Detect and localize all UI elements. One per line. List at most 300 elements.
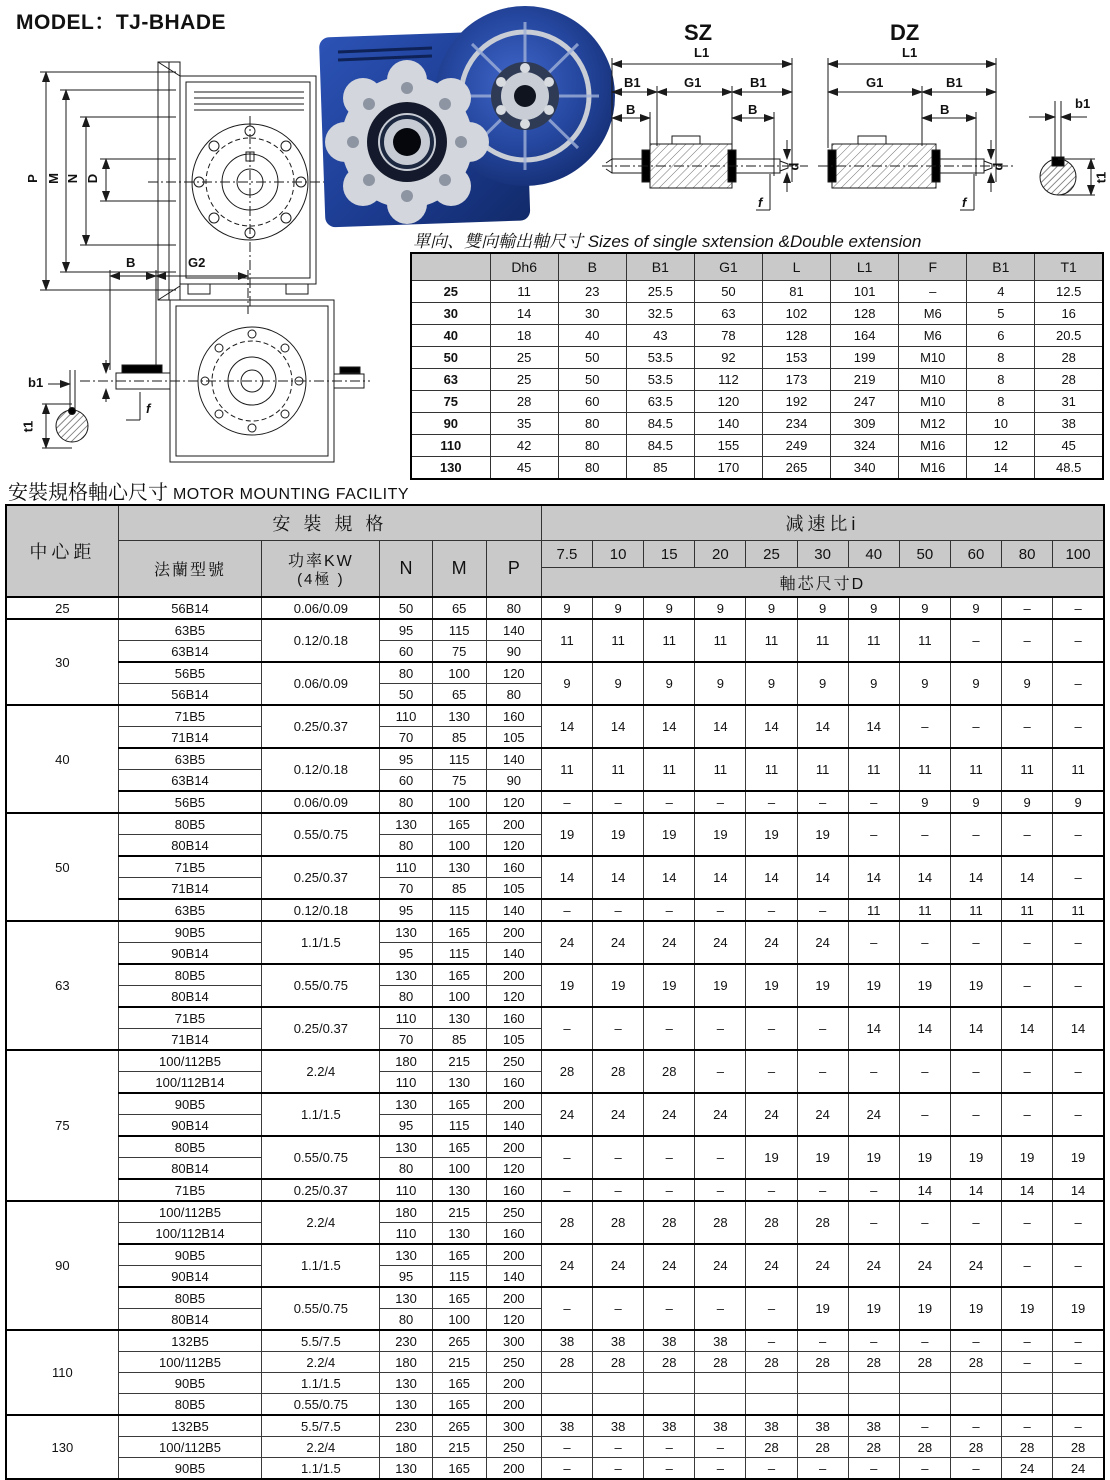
mount-shaft-d-cell: 14 bbox=[746, 705, 797, 748]
mount-nmp-cell: 180 bbox=[380, 1050, 432, 1072]
mount-shaft-d-cell: – bbox=[746, 1287, 797, 1330]
mount-nmp-cell: 130 bbox=[432, 1007, 486, 1029]
mount-shaft-d-cell: – bbox=[1002, 597, 1053, 619]
mount-shaft-d-cell: – bbox=[1002, 1201, 1053, 1244]
shaft-size-label: 110 bbox=[411, 435, 490, 457]
shaft-size-label: 90 bbox=[411, 413, 490, 435]
mount-nmp-cell: 140 bbox=[486, 943, 541, 965]
shaft-dim-cell: 63 bbox=[694, 303, 762, 325]
mount-shaft-d-cell: 28 bbox=[541, 1201, 592, 1244]
mount-nmp-cell: 100 bbox=[432, 662, 486, 684]
mount-nmp-cell: 130 bbox=[380, 1093, 432, 1115]
mount-shaft-d-cell: 9 bbox=[644, 597, 695, 619]
mount-shaft-d-cell bbox=[644, 1394, 695, 1416]
mount-shaft-d-cell bbox=[541, 1373, 592, 1394]
shaft-dim-cell: 50 bbox=[558, 347, 626, 369]
mount-shaft-d-cell: – bbox=[541, 1136, 592, 1179]
mount-shaft-d-cell: – bbox=[797, 1007, 848, 1050]
dz-dim-G1: G1 bbox=[866, 75, 884, 90]
mount-power-cell: 0.06/0.09 bbox=[262, 791, 380, 813]
mount-shaft-d-cell: 9 bbox=[1002, 791, 1053, 813]
mount-shaft-d-cell: – bbox=[746, 791, 797, 813]
shaft-dim-cell: 18 bbox=[490, 325, 558, 347]
mount-shaft-d-cell: 11 bbox=[950, 748, 1001, 791]
mount-shaft-d-cell: – bbox=[541, 1437, 592, 1458]
mount-shaft-d-cell: 28 bbox=[797, 1352, 848, 1373]
mount-power-cell: 0.55/0.75 bbox=[262, 813, 380, 856]
mount-power-cell: 1.1/1.5 bbox=[262, 1458, 380, 1480]
shaft-dim-cell: 43 bbox=[626, 325, 694, 347]
mount-shaft-d-cell: – bbox=[541, 1007, 592, 1050]
mount-nmp-cell: 230 bbox=[380, 1330, 432, 1352]
mount-flange-header: 法蘭型號 bbox=[118, 541, 261, 598]
mount-nmp-cell: 215 bbox=[432, 1201, 486, 1223]
mount-shaft-d-cell: 14 bbox=[899, 856, 950, 899]
shaft-caption-zh: 單向、雙向輸出軸尺寸 bbox=[413, 232, 583, 251]
mount-table-row bbox=[6, 1352, 1104, 1373]
mount-nmp-cell: 80 bbox=[380, 662, 432, 684]
mount-shaft-d-cell: 38 bbox=[848, 1415, 899, 1437]
mount-shaft-d-cell: – bbox=[695, 899, 746, 921]
mount-shaft-d-cell: 14 bbox=[1053, 1007, 1104, 1050]
mount-shaft-d-cell: 11 bbox=[695, 748, 746, 791]
mount-flange-cell: 71B14 bbox=[118, 1029, 261, 1051]
mount-shaft-d-cell: – bbox=[1002, 921, 1053, 964]
mount-shaft-d-cell: – bbox=[1053, 597, 1104, 619]
side-dim-G2: G2 bbox=[188, 255, 206, 270]
mount-shaft-d-cell: 9 bbox=[593, 597, 644, 619]
mount-shaft-d-cell: 9 bbox=[797, 662, 848, 705]
mount-power-cell: 0.12/0.18 bbox=[262, 619, 380, 662]
mount-power-cell: 0.12/0.18 bbox=[262, 748, 380, 791]
shaft-dim-cell: 128 bbox=[831, 303, 899, 325]
mount-nmp-cell: 265 bbox=[432, 1330, 486, 1352]
mount-shaft-d-cell: – bbox=[899, 1415, 950, 1437]
mount-power-cell: 0.25/0.37 bbox=[262, 1179, 380, 1201]
mount-shaft-d-cell: 9 bbox=[950, 662, 1001, 705]
mount-nmp-cell: 160 bbox=[486, 1179, 541, 1201]
mount-table-row bbox=[6, 791, 1104, 813]
mount-nmp-cell: 115 bbox=[432, 943, 486, 965]
mount-shaft-d-cell bbox=[1053, 1394, 1104, 1416]
mount-shaft-d-cell: – bbox=[1002, 1244, 1053, 1287]
mount-nmp-cell: 200 bbox=[486, 1136, 541, 1158]
mount-power-cell: 1.1/1.5 bbox=[262, 1244, 380, 1287]
mount-flange-cell: 90B5 bbox=[118, 1093, 261, 1115]
mount-shaft-d-cell: 19 bbox=[797, 964, 848, 1007]
mount-nmp-cell: 100 bbox=[432, 791, 486, 813]
mount-shaft-d-cell: 24 bbox=[593, 1244, 644, 1287]
shaft-dim-cell: 92 bbox=[694, 347, 762, 369]
mount-shaft-d-cell: – bbox=[1053, 813, 1104, 856]
mount-shaft-d-cell: 28 bbox=[950, 1352, 1001, 1373]
mount-nmp-cell: 50 bbox=[380, 597, 432, 619]
mount-nmp-cell: 80 bbox=[380, 1158, 432, 1180]
mount-nmp-cell: 75 bbox=[432, 770, 486, 792]
mount-ratio-header: 60 bbox=[950, 541, 1001, 568]
mount-ratio-header: 10 bbox=[593, 541, 644, 568]
mount-nmp-cell: 95 bbox=[380, 619, 432, 641]
mount-nmp-cell: 180 bbox=[380, 1201, 432, 1223]
mount-power-cell: 0.06/0.09 bbox=[262, 662, 380, 705]
mount-shaft-d-cell: – bbox=[899, 705, 950, 748]
mount-shaft-d-cell: 11 bbox=[1002, 748, 1053, 791]
mount-shaft-d-cell: 28 bbox=[695, 1201, 746, 1244]
mount-nmp-cell: 250 bbox=[486, 1437, 541, 1458]
mount-shaft-d-cell: 24 bbox=[593, 921, 644, 964]
mount-shaft-d-cell: 19 bbox=[797, 1136, 848, 1179]
mount-shaft-d-cell: – bbox=[950, 1330, 1001, 1352]
mount-shaft-d-cell: – bbox=[593, 1458, 644, 1480]
mount-shaft-d-cell: – bbox=[848, 1050, 899, 1093]
mount-nmp-cell: 130 bbox=[380, 964, 432, 986]
shaft-col-header: B1 bbox=[626, 253, 694, 281]
mount-shaft-d-cell: – bbox=[797, 899, 848, 921]
mount-shaft-d-cell: 24 bbox=[644, 921, 695, 964]
mount-shaft-d-cell bbox=[848, 1394, 899, 1416]
mount-shaft-d-cell: – bbox=[899, 1201, 950, 1244]
mount-shaft-d-cell: – bbox=[899, 921, 950, 964]
mount-nmp-cell: 110 bbox=[380, 1179, 432, 1201]
mount-shaft-d-cell: 24 bbox=[541, 1244, 592, 1287]
mount-shaft-d-cell: 14 bbox=[746, 856, 797, 899]
mount-shaft-d-cell: 14 bbox=[950, 1007, 1001, 1050]
mount-shaft-d-cell: – bbox=[746, 1179, 797, 1201]
mount-table-row bbox=[6, 1373, 1104, 1394]
shaft-dim-cell: 50 bbox=[694, 281, 762, 303]
mount-flange-cell: 90B14 bbox=[118, 943, 261, 965]
mount-shaft-d-cell: – bbox=[950, 1458, 1001, 1480]
mount-power-cell: 5.5/7.5 bbox=[262, 1330, 380, 1352]
mount-flange-cell: 100/112B5 bbox=[118, 1050, 261, 1072]
mount-nmp-cell: 165 bbox=[432, 1458, 486, 1480]
mounting-heading-zh: 安裝規格軸心尺寸 bbox=[8, 482, 168, 504]
mount-flange-cell: 100/112B5 bbox=[118, 1201, 261, 1223]
shaft-dim-cell: 32.5 bbox=[626, 303, 694, 325]
mount-shaft-d-cell: 19 bbox=[848, 1136, 899, 1179]
mount-shaft-d-cell: – bbox=[644, 1287, 695, 1330]
shaft-dim-cell: 164 bbox=[831, 325, 899, 347]
mount-shaft-d-cell: 19 bbox=[899, 1136, 950, 1179]
mounting-heading-en: MOTOR MOUNTING FACILITY bbox=[168, 486, 410, 503]
shaft-dim-cell: 50 bbox=[558, 369, 626, 391]
sz-dim-d: d bbox=[786, 162, 802, 171]
shaft-table-row bbox=[411, 281, 1103, 303]
mount-flange-cell: 71B5 bbox=[118, 1179, 261, 1201]
shaft-dim-cell: 80 bbox=[558, 413, 626, 435]
mount-shaft-d-cell: – bbox=[797, 1179, 848, 1201]
shaft-table-row bbox=[411, 457, 1103, 480]
mount-center-distance-cell: 130 bbox=[6, 1415, 118, 1479]
mount-table-row bbox=[6, 619, 1104, 641]
mount-flange-cell: 90B14 bbox=[118, 1115, 261, 1137]
mount-nmp-cell: 80 bbox=[380, 791, 432, 813]
mount-shaft-d-cell: 9 bbox=[746, 597, 797, 619]
mount-table-row bbox=[6, 964, 1104, 986]
shaft-dim-cell: M6 bbox=[899, 325, 967, 347]
mount-shaft-d-cell: – bbox=[899, 1093, 950, 1136]
mount-shaft-d-cell: – bbox=[1053, 856, 1104, 899]
mount-nmp-cell: 160 bbox=[486, 856, 541, 878]
mount-shaft-d-cell: 9 bbox=[899, 791, 950, 813]
mount-nmp-cell: 300 bbox=[486, 1330, 541, 1352]
mount-ratio-header: 7.5 bbox=[541, 541, 592, 568]
mount-table-row bbox=[6, 662, 1104, 684]
mount-shaft-d-cell: 11 bbox=[899, 899, 950, 921]
shaft-dim-cell: 219 bbox=[831, 369, 899, 391]
mount-center-distance-cell: 90 bbox=[6, 1201, 118, 1330]
dz-lineart bbox=[818, 20, 1018, 236]
mount-shaft-d-cell: 14 bbox=[1002, 1179, 1053, 1201]
mount-shaft-d-cell: 28 bbox=[695, 1352, 746, 1373]
mount-flange-cell: 80B5 bbox=[118, 1287, 261, 1309]
mount-power-cell: 0.55/0.75 bbox=[262, 1287, 380, 1330]
shaft-dim-cell: 28 bbox=[490, 391, 558, 413]
shaft-dim-cell: 155 bbox=[694, 435, 762, 457]
mount-shaft-d-cell: 19 bbox=[541, 813, 592, 856]
mount-nmp-cell: 200 bbox=[486, 1093, 541, 1115]
mount-nmp-cell: 160 bbox=[486, 1007, 541, 1029]
mount-shaft-d-cell: – bbox=[797, 1458, 848, 1480]
mount-flange-cell: 100/112B5 bbox=[118, 1352, 261, 1373]
shaft-dim-cell: 30 bbox=[558, 303, 626, 325]
shaft-dim-cell: 85 bbox=[626, 457, 694, 480]
shaft-dim-cell: 84.5 bbox=[626, 435, 694, 457]
mount-shaft-d-cell: 14 bbox=[541, 856, 592, 899]
mount-power-cell: 0.25/0.37 bbox=[262, 856, 380, 899]
shaft-dim-cell: 12 bbox=[967, 435, 1035, 457]
mount-shaft-d-cell: 14 bbox=[644, 705, 695, 748]
shaft-col-header: B bbox=[558, 253, 626, 281]
mount-ratio-header: 30 bbox=[797, 541, 848, 568]
mount-shaft-d-cell: – bbox=[848, 1201, 899, 1244]
mount-nmp-cell: 250 bbox=[486, 1050, 541, 1072]
mount-shaft-d-cell bbox=[1002, 1394, 1053, 1416]
mount-shaft-d-cell: 11 bbox=[1053, 748, 1104, 791]
mount-shaft-d-cell: 19 bbox=[695, 813, 746, 856]
mount-center-header: 中心距 bbox=[6, 505, 118, 597]
mount-shaft-d-cell: 28 bbox=[593, 1201, 644, 1244]
mount-nmp-cell: 105 bbox=[486, 727, 541, 749]
mount-shaft-d-cell: – bbox=[695, 791, 746, 813]
mount-shaft-d-cell: – bbox=[1053, 1352, 1104, 1373]
mount-shaft-d-cell: 14 bbox=[797, 705, 848, 748]
shaft-size-label: 63 bbox=[411, 369, 490, 391]
mount-nmp-cell: 200 bbox=[486, 813, 541, 835]
mount-shaft-d-cell: 11 bbox=[848, 899, 899, 921]
mount-nmp-cell: 130 bbox=[432, 1223, 486, 1245]
gearbox-photo bbox=[312, 4, 618, 234]
mount-shaft-d-cell: 14 bbox=[1002, 1007, 1053, 1050]
mount-nmp-cell: 165 bbox=[432, 1093, 486, 1115]
mount-power-header bbox=[262, 541, 380, 598]
mount-nmp-cell: 115 bbox=[432, 1115, 486, 1137]
mount-shaft-d-cell: 28 bbox=[797, 1437, 848, 1458]
mount-nmp-header: N bbox=[380, 541, 432, 598]
shaft-dim-cell: 14 bbox=[967, 457, 1035, 480]
mount-shaft-d-cell: 14 bbox=[797, 856, 848, 899]
mount-shaft-d-cell: 19 bbox=[848, 964, 899, 1007]
mount-header-row-2 bbox=[6, 541, 1104, 568]
shaft-col-header: T1 bbox=[1035, 253, 1103, 281]
shaft-dim-cell: 309 bbox=[831, 413, 899, 435]
mount-shaft-d-cell: – bbox=[1002, 1415, 1053, 1437]
mount-nmp-cell: 165 bbox=[432, 1244, 486, 1266]
mount-shaft-d-cell: 19 bbox=[644, 813, 695, 856]
mount-flange-cell: 80B14 bbox=[118, 835, 261, 857]
shaft-dim-cell: 140 bbox=[694, 413, 762, 435]
mount-nmp-cell: 200 bbox=[486, 921, 541, 943]
mount-shaft-d-cell: – bbox=[797, 791, 848, 813]
mount-shaft-d-cell: 9 bbox=[695, 597, 746, 619]
shaft-dim-cell: 128 bbox=[762, 325, 830, 347]
shaft-dim-cell: 340 bbox=[831, 457, 899, 480]
mount-shaft-d-cell: – bbox=[1053, 1050, 1104, 1093]
mount-shaft-d-cell: 14 bbox=[1053, 1179, 1104, 1201]
mount-nmp-cell: 120 bbox=[486, 1158, 541, 1180]
mount-flange-cell: 90B5 bbox=[118, 1244, 261, 1266]
mount-shaft-d-cell: 28 bbox=[644, 1352, 695, 1373]
mount-nmp-cell: 110 bbox=[380, 856, 432, 878]
mount-shaft-d-cell: 9 bbox=[950, 597, 1001, 619]
mount-shaft-d-cell: 14 bbox=[848, 856, 899, 899]
mount-shaft-d-cell: 28 bbox=[644, 1201, 695, 1244]
sz-dim-B1-left: B1 bbox=[624, 75, 641, 90]
mount-shaft-d-cell: – bbox=[746, 1458, 797, 1480]
mount-nmp-cell: 200 bbox=[486, 1287, 541, 1309]
shaft-dim-cell: 8 bbox=[967, 391, 1035, 413]
mount-shaft-d-cell: 19 bbox=[695, 964, 746, 1007]
shaft-dim-cell: M16 bbox=[899, 457, 967, 480]
mount-shaft-d-cell: 19 bbox=[593, 964, 644, 1007]
shaft-dim-cell: 20.5 bbox=[1035, 325, 1103, 347]
mount-shaft-d-cell: – bbox=[1053, 1415, 1104, 1437]
shaft-table-row bbox=[411, 413, 1103, 435]
mount-shaft-d-cell: 19 bbox=[746, 813, 797, 856]
mount-nmp-cell: 130 bbox=[432, 1072, 486, 1094]
mount-shaft-d-cell: – bbox=[1053, 1201, 1104, 1244]
shaft-dim-cell: 120 bbox=[694, 391, 762, 413]
mount-shaft-d-cell: 38 bbox=[593, 1330, 644, 1352]
shaft-dim-cell: 12.5 bbox=[1035, 281, 1103, 303]
mount-shaft-d-cell: 14 bbox=[541, 705, 592, 748]
mount-nmp-cell: 110 bbox=[380, 1072, 432, 1094]
mount-shaft-d-cell: 28 bbox=[1053, 1437, 1104, 1458]
mount-shaft-d-cell: – bbox=[593, 1437, 644, 1458]
mount-shaft-d-cell: 9 bbox=[593, 662, 644, 705]
mount-shaft-d-cell: 28 bbox=[797, 1201, 848, 1244]
shaft-dim-cell: M12 bbox=[899, 413, 967, 435]
mount-shaft-d-cell: 11 bbox=[899, 619, 950, 662]
shaft-dim-cell: 53.5 bbox=[626, 369, 694, 391]
mount-nmp-cell: 95 bbox=[380, 899, 432, 921]
mount-shaft-d-cell bbox=[746, 1373, 797, 1394]
shaft-dim-cell: 23 bbox=[558, 281, 626, 303]
mount-shaft-d-cell: – bbox=[1002, 1330, 1053, 1352]
shaft-dim-cell: 265 bbox=[762, 457, 830, 480]
mount-flange-cell: 90B5 bbox=[118, 1458, 261, 1480]
mount-nmp-cell: 215 bbox=[432, 1050, 486, 1072]
mount-power-cell: 1.1/1.5 bbox=[262, 1093, 380, 1136]
mount-nmp-cell: 80 bbox=[380, 1309, 432, 1331]
mount-shaft-d-cell: – bbox=[695, 1050, 746, 1093]
mount-shaft-d-cell: 11 bbox=[746, 619, 797, 662]
side-dim-B: B bbox=[126, 255, 136, 270]
mount-shaft-d-cell: – bbox=[593, 1136, 644, 1179]
mount-center-distance-cell: 75 bbox=[6, 1050, 118, 1201]
mount-shaft-d-cell: – bbox=[695, 1287, 746, 1330]
shaft-col-header: L1 bbox=[831, 253, 899, 281]
mount-table-row bbox=[6, 1330, 1104, 1352]
mount-table-row bbox=[6, 597, 1104, 619]
shaft-dim-cell: 81 bbox=[762, 281, 830, 303]
mount-shaft-d-cell: – bbox=[746, 899, 797, 921]
shaft-dim-cell: M10 bbox=[899, 391, 967, 413]
shaft-col-header: Dh6 bbox=[490, 253, 558, 281]
mount-nmp-cell: 85 bbox=[432, 727, 486, 749]
side-dim-b1: b1 bbox=[28, 375, 44, 390]
mount-shaft-d-cell: 38 bbox=[644, 1330, 695, 1352]
mount-shaft-d-cell: 19 bbox=[950, 1287, 1001, 1330]
mount-shaft-d-cell: – bbox=[593, 1179, 644, 1201]
mount-shaft-d-cell: – bbox=[848, 1179, 899, 1201]
mount-shaft-d-cell: – bbox=[593, 791, 644, 813]
mount-shaft-d-cell: 11 bbox=[899, 748, 950, 791]
shaft-table-row bbox=[411, 369, 1103, 391]
sz-dim-B1-right: B1 bbox=[750, 75, 767, 90]
mount-shaft-d-cell: 24 bbox=[593, 1093, 644, 1136]
shaft-dim-cell: 60 bbox=[558, 391, 626, 413]
mount-flange-cell: 56B14 bbox=[118, 597, 261, 619]
shaft-dim-cell: M10 bbox=[899, 347, 967, 369]
mount-shaft-d-cell: – bbox=[950, 921, 1001, 964]
shaft-dim-cell: – bbox=[899, 281, 967, 303]
mount-nmp-cell: 200 bbox=[486, 1373, 541, 1394]
mount-nmp-cell: 165 bbox=[432, 964, 486, 986]
mount-shaft-d-cell: 24 bbox=[541, 921, 592, 964]
mount-nmp-cell: 160 bbox=[486, 1223, 541, 1245]
mount-shaft-d-cell bbox=[950, 1373, 1001, 1394]
mount-shaft-d-cell: 19 bbox=[644, 964, 695, 1007]
mount-nmp-cell: 70 bbox=[380, 727, 432, 749]
shaft-dim-cell: 5 bbox=[967, 303, 1035, 325]
mount-header-row-1 bbox=[6, 505, 1104, 541]
mount-shaft-d-cell: – bbox=[695, 1437, 746, 1458]
page-title: MODEL：TJ-BHADE bbox=[16, 11, 226, 34]
mount-nmp-cell: 120 bbox=[486, 835, 541, 857]
mount-nmp-cell: 65 bbox=[432, 597, 486, 619]
mount-nmp-cell: 85 bbox=[432, 878, 486, 900]
mount-flange-cell: 80B5 bbox=[118, 1136, 261, 1158]
mount-shaft-d-cell: – bbox=[848, 1458, 899, 1480]
mount-nmp-cell: 165 bbox=[432, 1394, 486, 1416]
mount-shaft-d-cell: 9 bbox=[695, 662, 746, 705]
shaft-dim-cell: M10 bbox=[899, 369, 967, 391]
mount-center-distance-cell: 25 bbox=[6, 597, 118, 619]
shaft-dim-cell: 25 bbox=[490, 369, 558, 391]
shaft-dim-cell: 80 bbox=[558, 457, 626, 480]
shaft-dim-cell: 11 bbox=[490, 281, 558, 303]
mount-shaft-d-cell: 28 bbox=[541, 1050, 592, 1093]
shaft-dim-cell: 48.5 bbox=[1035, 457, 1103, 480]
mount-shaft-d-cell: – bbox=[644, 1437, 695, 1458]
key-dim-t1: t1 bbox=[1093, 171, 1109, 184]
mount-nmp-cell: 230 bbox=[380, 1415, 432, 1437]
shaft-size-label: 40 bbox=[411, 325, 490, 347]
mount-shaft-d-cell: 14 bbox=[950, 856, 1001, 899]
mount-power-cell: 1.1/1.5 bbox=[262, 921, 380, 964]
mount-shaft-d-cell: – bbox=[644, 1458, 695, 1480]
